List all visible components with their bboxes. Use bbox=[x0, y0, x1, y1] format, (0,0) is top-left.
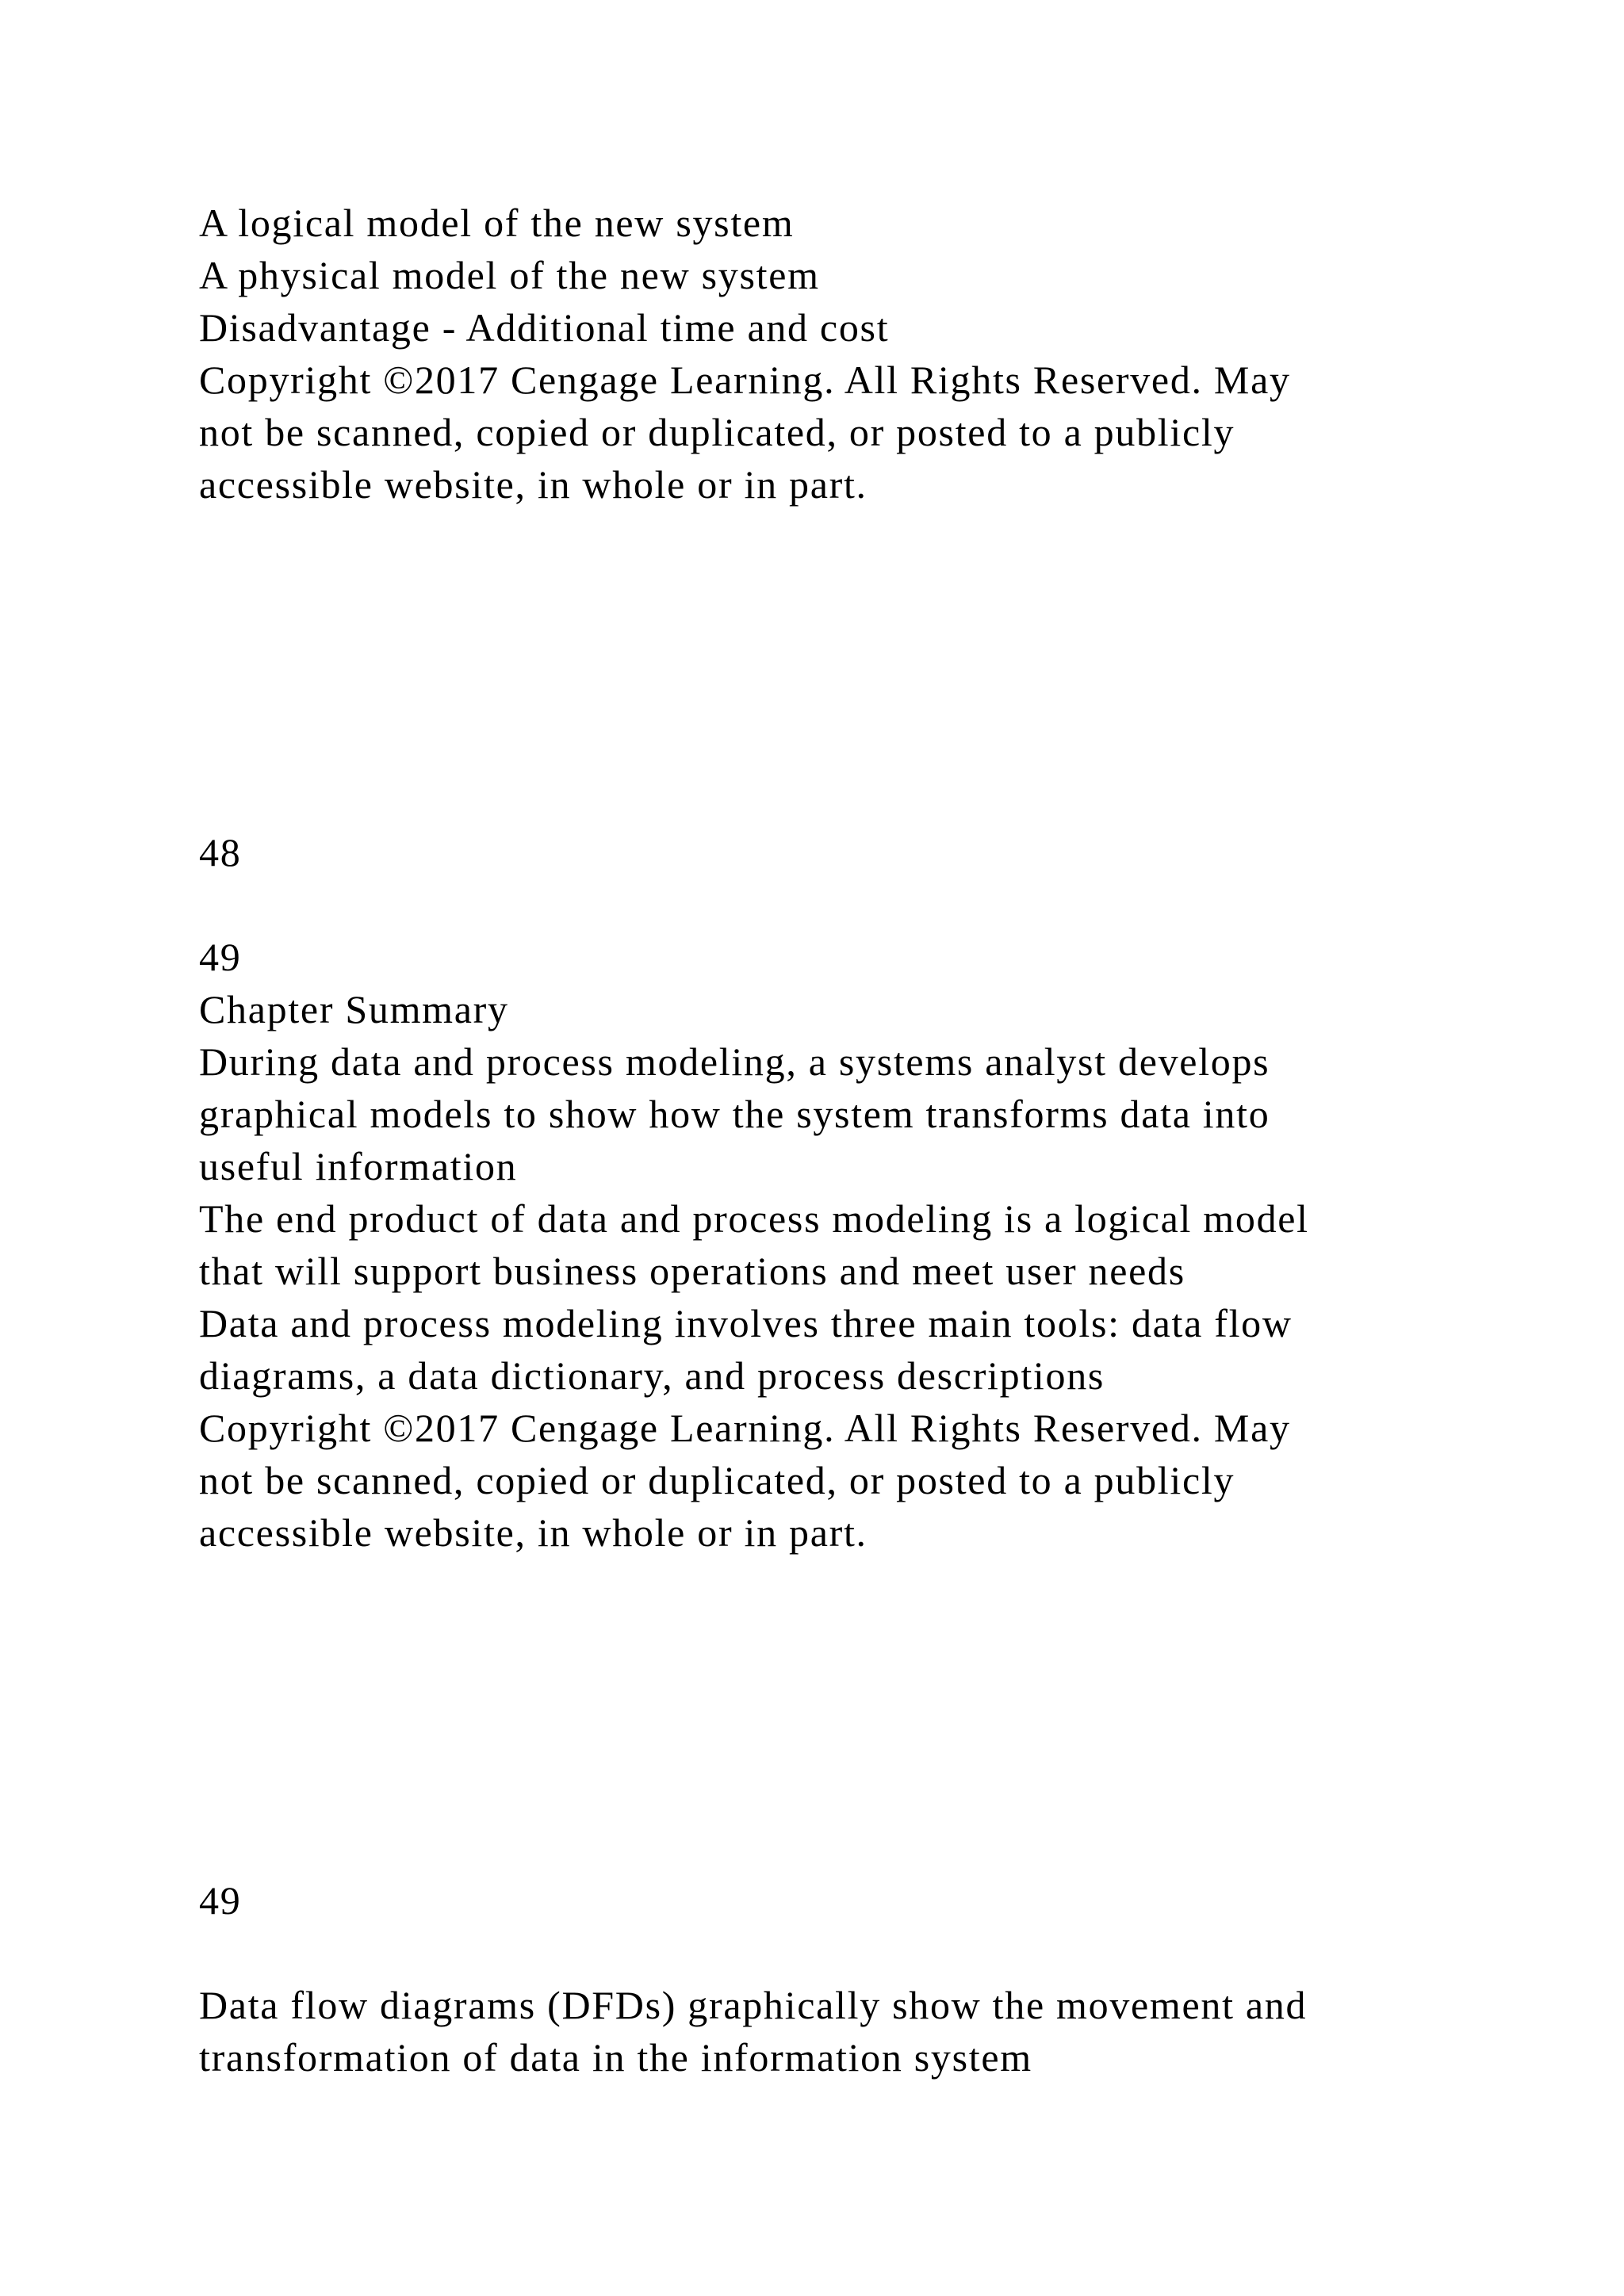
page-number: 49 bbox=[199, 1878, 242, 1923]
page-number: 48 bbox=[199, 830, 242, 874]
text-line: useful information bbox=[199, 1144, 518, 1188]
copyright-line: accessible website, in whole or in part. bbox=[199, 462, 868, 507]
section-title: Chapter Summary bbox=[199, 987, 509, 1031]
text-line: transformation of data in the information system bbox=[199, 2035, 1032, 2080]
text-line: During data and process modeling, a systems analyst develops bbox=[199, 1039, 1270, 1084]
text-line: diagrams, a data dictionary, and process descriptions bbox=[199, 1353, 1105, 1398]
copyright-line: Copyright ©2017 Cengage Learning. All Rights Reserved. May bbox=[199, 358, 1291, 402]
slide-number: 49 bbox=[199, 935, 242, 979]
copyright-line: not be scanned, copied or duplicated, or posted to a publicly bbox=[199, 1458, 1235, 1502]
text-line: Data and process modeling involves three main tools: data flow bbox=[199, 1301, 1293, 1345]
text-line: Data flow diagrams (DFDs) graphically show the movement and bbox=[199, 1983, 1308, 2027]
copyright-line: accessible website, in whole or in part. bbox=[199, 1510, 868, 1555]
text-line: A logical model of the new system bbox=[199, 201, 795, 245]
text-line: A physical model of the new system bbox=[199, 253, 820, 297]
copyright-line: Copyright ©2017 Cengage Learning. All Rights Reserved. May bbox=[199, 1406, 1291, 1450]
text-line: Disadvantage - Additional time and cost bbox=[199, 305, 890, 350]
text-line: graphical models to show how the system transforms data into bbox=[199, 1092, 1270, 1136]
copyright-line: not be scanned, copied or duplicated, or posted to a publicly bbox=[199, 410, 1235, 454]
text-line: The end product of data and process modeling is a logical model bbox=[199, 1196, 1309, 1241]
text-line: that will support business operations and meet user needs bbox=[199, 1249, 1185, 1293]
